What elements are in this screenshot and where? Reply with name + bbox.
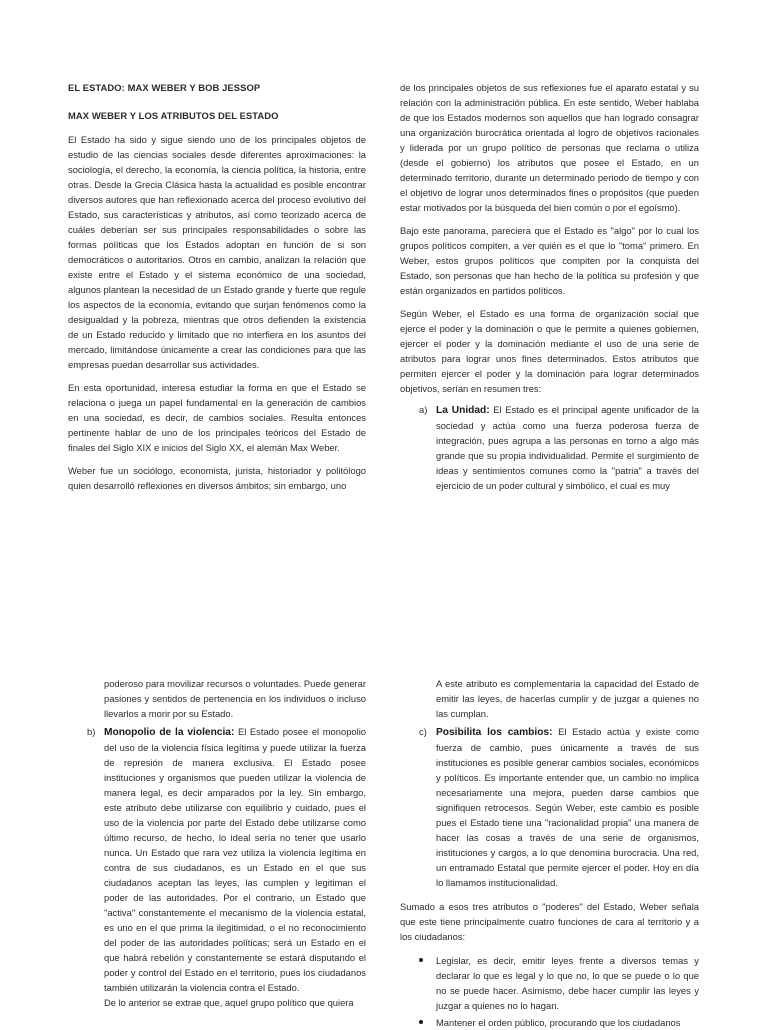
list-item-continuation: De lo anterior se extrae que, aquel grupo político que quiera (104, 997, 354, 1008)
paragraph: En esta oportunidad, interesa estudiar la forma en que el Estado se relaciona o juega un papel fundamental en la generación de cambios en una sociedad, es decir, de cambios sociales. Resulta entonces pertinente hablar de uno de los principales teóricos del Estado de finales del Siglo XIX e inicios del Siglo XX, el alemán Max Weber. (68, 382, 366, 453)
bullet-icon (419, 1020, 423, 1024)
bullet-text: Legislar, es decir, emitir leyes frente a diversos temas y declarar lo que es legal y lo que no, lo que se puede o lo que no se puede hacer. Asimismo, debe hacer cumplir las leyes y juzgar a quienes no lo hagan. (436, 955, 699, 1011)
list-marker: c) (419, 726, 427, 737)
paragraph: El Estado ha sido y sigue siendo uno de los principales objetos de estudio de las ciencias sociales desde diferentes aproximaciones: la sociología, el derecho, la economía, la ciencia política, la historia, entre otras. Desde la Grecia Clásica hasta la actualidad es posible encontrar diversos autores que han reflexionado acerca del proceso evolutivo del Estado, sus características y atributos, así como teorizado acerca de cuáles deberían ser sus principales responsabilidades o sobre las formas políticas que los Estados adoptan en función de si son democráticos o autoritarios. Otros en cambio, analizan la relación que existe entre el Estado y el sistema económico de una sociedad, algunos plantean la necesidad de un Estado grande y fuerte que regule los aspectos de la economía, evitando que surjan fenómenos como la desigualdad y la pobreza, mientras que otros defienden la existencia de un Estado reducido y limitado que no interfiera en los asuntos del mercado, limitándose únicamente a crear las condiciones para que las empresas puedan desarrollar sus actividades. (68, 134, 366, 370)
paragraph: Weber fue un sociólogo, economista, jurista, historiador y politólogo quien desarrolló reflexiones en diversos ámbitos; sin embargo, uno (68, 465, 366, 491)
list-item (87, 724, 367, 995)
list-item-text: El Estado es el principal agente unificador de la sociedad y actúa como una fuerza poderosa fuerza de integración, pues agrupa a las personas en torno a algo más grande que su propia individualidad. Permite el surgimiento de ideas y sentimientos comunes como la "patria" a través del ejercicio de un poder cultural y simbólico, el cual es muy (436, 404, 699, 491)
bullet-item (436, 953, 699, 1013)
list-marker: b) (87, 726, 96, 737)
bottom-right-column (400, 676, 699, 1030)
list-item-text: El Estado posee el monopolio del uso de la violencia física legítima y puede utilizar la fuerza de represión de manera exclusiva. El Estado posee instituciones y organismos que pueden utilizar la violencia de manera legal, es decir amparados por la ley. Sin embargo, este atributo debe utilizarse con equilibrio y cuidado, pues el uso de la violencia por parte del Estado debe utilizarse como último recurso, de hecho, lo ideal sería no tener que usarlo nunca. Un Estado que rara vez utiliza la violencia legítima en contra de sus ciudadanos, es un Estado en el que sus ciudadanos aceptan las leyes, las cumplen y legitiman el poder de las autoridades. Por el contrario, un Estado que "activa" constantemente el mecanismo de la violencia estatal, es uno en el que prima la ilegitimidad, o el no reconocimiento del poder de las autoridades políticas; será un Estado en el que habrá rebelión y constantemente se estará disputando el poder y control del Estado en el territorio, pues los ciudadanos también utilizarán la violencia contra el Estado. (104, 726, 367, 993)
section-heading: MAX WEBER Y LOS ATRIBUTOS DEL ESTADO (68, 110, 279, 121)
list-item-continuation: A este atributo es complementaria la capacidad del Estado de emitir las leyes, de hacerlas cumplir y de juzgar a quienes no las cumplan. (436, 678, 699, 719)
list-item (419, 724, 699, 890)
paragraph: Según Weber, el Estado es una forma de organización social que ejerce el poder y la dominación o que le permite a quienes gobiernen, ejercer el poder y la dominación mediante el uso de una serie de atributos para lograr unos fines determinados. Estos atributos que permiten ejercer el poder y la dominación para lograr determinados objetivos, serían en resumen tres: (400, 308, 699, 394)
top-left-column (68, 80, 366, 501)
bullet-item (436, 1015, 699, 1030)
paragraph: de los principales objetos de sus reflexiones fue el aparato estatal y su relación con la administración pública. En este sentido, Weber hablaba de que los Estados modernos son aquellos que han logrado consagrar una organización burocrática orientada al logro de objetivos racionales y liderada por un grupo político de personas que reclama o utiliza (desde el gobierno) los atributos que posee el Estado, en un determinado territorio, durante un determinado periodo de tiempo y con el objetivo de lograr unos determinados fines o propósitos (que pueden estar motivados por la búsqueda del bien común o por el egoísmo). (400, 82, 699, 213)
document-title: EL ESTADO: MAX WEBER Y BOB JESSOP (68, 82, 261, 93)
list-item-lead: La Unidad: (436, 405, 490, 416)
list-marker: a) (419, 404, 428, 415)
bottom-left-column (87, 676, 367, 1010)
list-item-continuation: poderoso para movilizar recursos o voluntades. Puede generar pasiones y sentidos de pertenencia en los individuos o incluso llevarlos a morir por su Estado. (104, 678, 366, 719)
paragraph: Sumado a esos tres atributos o "poderes" del Estado, Weber señala que este tiene principalmente cuatro funciones de cara al territorio y a los ciudadanos: (400, 901, 699, 942)
list-item-text: El Estado actúa y existe como fuerza de cambio, pues únicamente a través de sus instituciones es posible generar cambios sociales, económicos y políticos. Es importante entender que, un cambio no implica necesariamente una mejora, pueden darse cambios que signifiquen retrocesos. Según Weber, este cambio es posible pues el Estado tiene una "racionalidad propia" una manera de hacer las cosas a través de una serie de organismos, instituciones y cargos, a lo que denomina burocracia. Una red, un entramado Estatal que permite ejercer el poder. Hoy en día lo llamamos institucionalidad. (436, 726, 699, 888)
bullet-text: Mantener el orden público, procurando que los ciudadanos (436, 1017, 681, 1028)
paragraph: Bajo este panorama, pareciera que el Estado es "algo" por lo cual los grupos políticos compiten, a ver quién es el que lo "toma" primero. En Weber, estos grupos políticos que compiten por la conquista del Estado, son personas que han hecho de la política su profesión y que están organizados en partidos políticos. (400, 225, 699, 296)
list-item-lead: Monopolio de la violencia: (104, 727, 235, 738)
list-item-lead: Posibilita los cambios: (436, 727, 553, 738)
top-right-column (400, 80, 699, 493)
list-item (419, 402, 699, 493)
bullet-icon (419, 958, 423, 962)
